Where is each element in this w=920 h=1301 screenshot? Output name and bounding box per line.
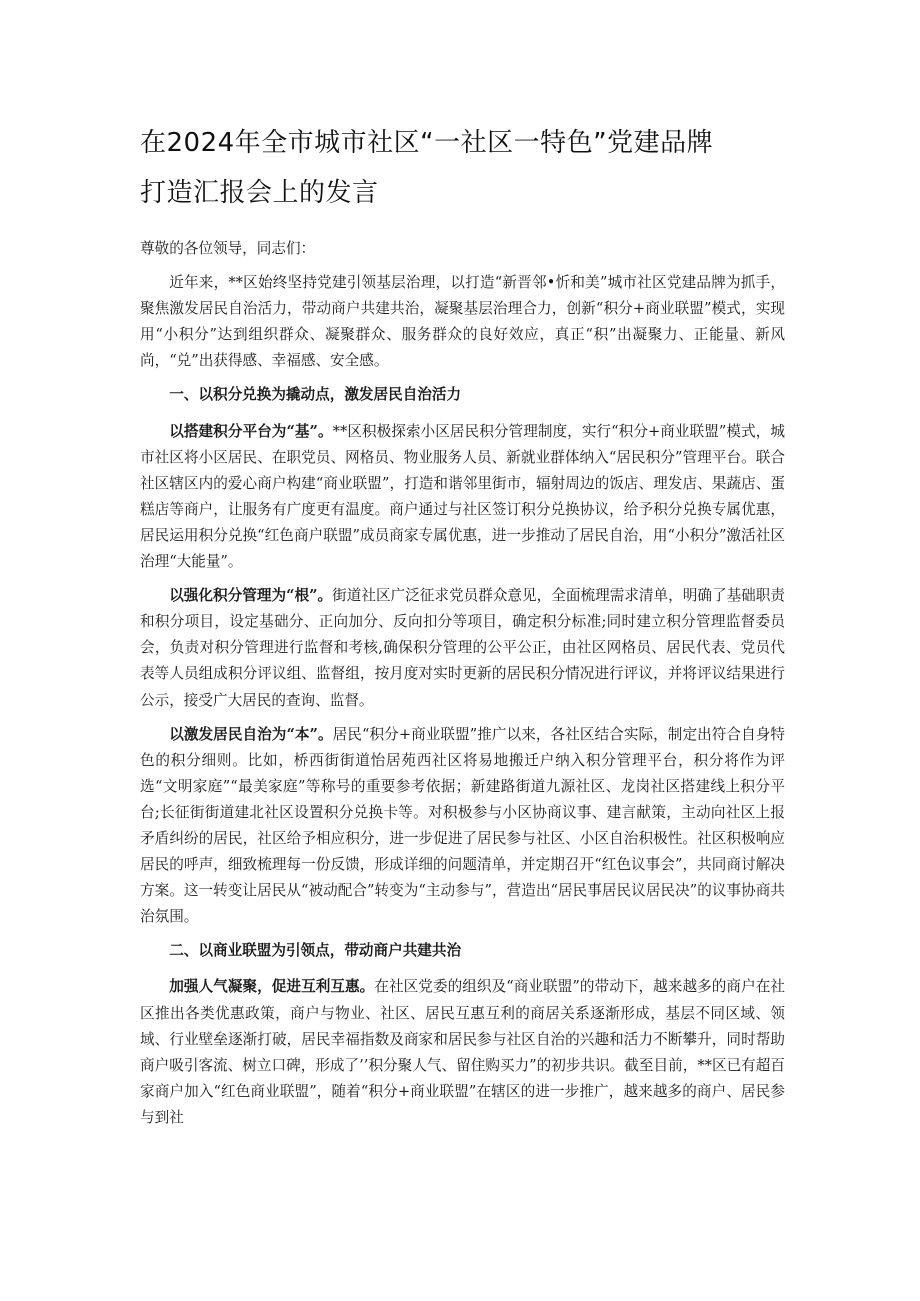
- paragraph-text: 街道社区广泛征求党员群众意见，全面梳理需求清单，明确了基础职责和积分项目，设定基础分、正向加分、反向扣分等项目，确定积分标准;同时建立积分管理监督委员会，负责对积分管理进行监督和考核,确保积分管理的公平公正，由社区网格员、居民代表、党员代表等人员组成积分评议组、监督组，按月度对实时更新的居民积分情况进行评议，并将评议结果进行公示，接受广大居民的查询、监督。: [140, 587, 785, 709]
- paragraph-lead: 以搭建积分平台为“基”。: [169, 422, 333, 440]
- paragraph-text: 在社区党委的组织及“商业联盟”的带动下，越来越多的商户在社区推出各类优惠政策，商户与物业、社区、居民互惠互利的商居关系逐渐形成，基层不同区域、领域、行业壁垒逐渐打破，居民幸福指数及商家和居民参与社区自治的兴趣和活力不断攀升，同时帮助商户吸引客流、树立口碑，形成了’’积分聚人气、留住购买力”的初步共识。截至目前，**区已有超百家商户加入“红色商业联盟”，随着“积分+商业联盟”在辖区的进一步推广，越来越多的商户、居民参与到社: [140, 978, 785, 1126]
- intro-paragraph: 近年来，**区始终坚持党建引领基层治理，以打造“新晋邻•忻和美”城市社区党建品牌为抓手，聚焦激发居民自治活力，带动商户共建共治，凝聚基层治理合力，创新“积分+商业联盟”模式，实现用“小积分”达到组织群众、凝聚群众、服务群众的良好效应，真正“积”出凝聚力、正能量、新风尚，“兑”出获得感、幸福感、安全感。: [140, 274, 785, 370]
- title-line-1: 在2024年全市城市社区“一社区一特色”党建品牌: [140, 128, 714, 158]
- paragraph-management: [140, 583, 785, 713]
- paragraph-autonomy: [140, 722, 785, 931]
- document-title: [140, 118, 800, 218]
- paragraph-lead: 以激发居民自治为“本”。: [169, 725, 333, 743]
- paragraph-lead: 以强化积分管理为“根”。: [169, 587, 333, 605]
- paragraph-text: **区积极探索小区居民积分管理制度，实行“积分+商业联盟”模式，城市社区将小区居民、在职党员、网格员、物业服务人员、新就业群体纳入“居民积分”管理平台。联合社区辖区内的爱心商户构建“商业联盟”，打造和谐邻里街市，辐射周边的饭店、理发店、果蔬店、蛋糕店等商户，让服务有广度更有温度。商户通过与社区签订积分兑换协议，给予积分兑换专属优惠，居民运用积分兑换“红色商户联盟”成员商家专属优惠，进一步推动了居民自治，用“小积分”激活社区治理“大能量”。: [140, 422, 785, 571]
- document-body: [140, 236, 785, 1139]
- paragraph-cohesion: [140, 974, 785, 1131]
- paragraph-platform: [140, 419, 785, 576]
- salutation: 尊敬的各位领导，同志们：: [140, 240, 316, 257]
- paragraph-text: 居民“积分+商业联盟”推广以来，各社区结合实际，制定出符合自身特色的积分细则。比如，桥西街街道怡居苑西社区将易地搬迁户纳入积分管理平台，积分将作为评选“文明家庭”“最美家庭”等称号的重要参考依据；新建路街道九源社区、龙岗社区搭建线上积分平台;长征街街道建北社区设置积分兑换卡等。对积极参与小区协商议事、建言献策，主动向社区上报矛盾纠纷的居民，社区给予相应积分，进一步促进了居民参与社区、小区自治积极性。社区积极响应居民的呼声，细致梳理每一份反馈，形成详细的问题清单，并定期召开“红色议事会”，共同商讨解决方案。这一转变让居民从“被动配合”转变为“主动参与”，营造出“居民事居民议居民决”的议事协商共治氛围。: [140, 725, 785, 926]
- paragraph-lead: 加强人气凝聚，促进互利互惠。: [169, 978, 375, 996]
- title-line-2: 打造汇报会上的发言: [140, 178, 379, 208]
- section-heading-2: 二、以商业联盟为引领点，带动商户共建共治: [169, 942, 462, 960]
- section-heading-1: 一、以积分兑换为撬动点，激发居民自治活力: [169, 386, 462, 404]
